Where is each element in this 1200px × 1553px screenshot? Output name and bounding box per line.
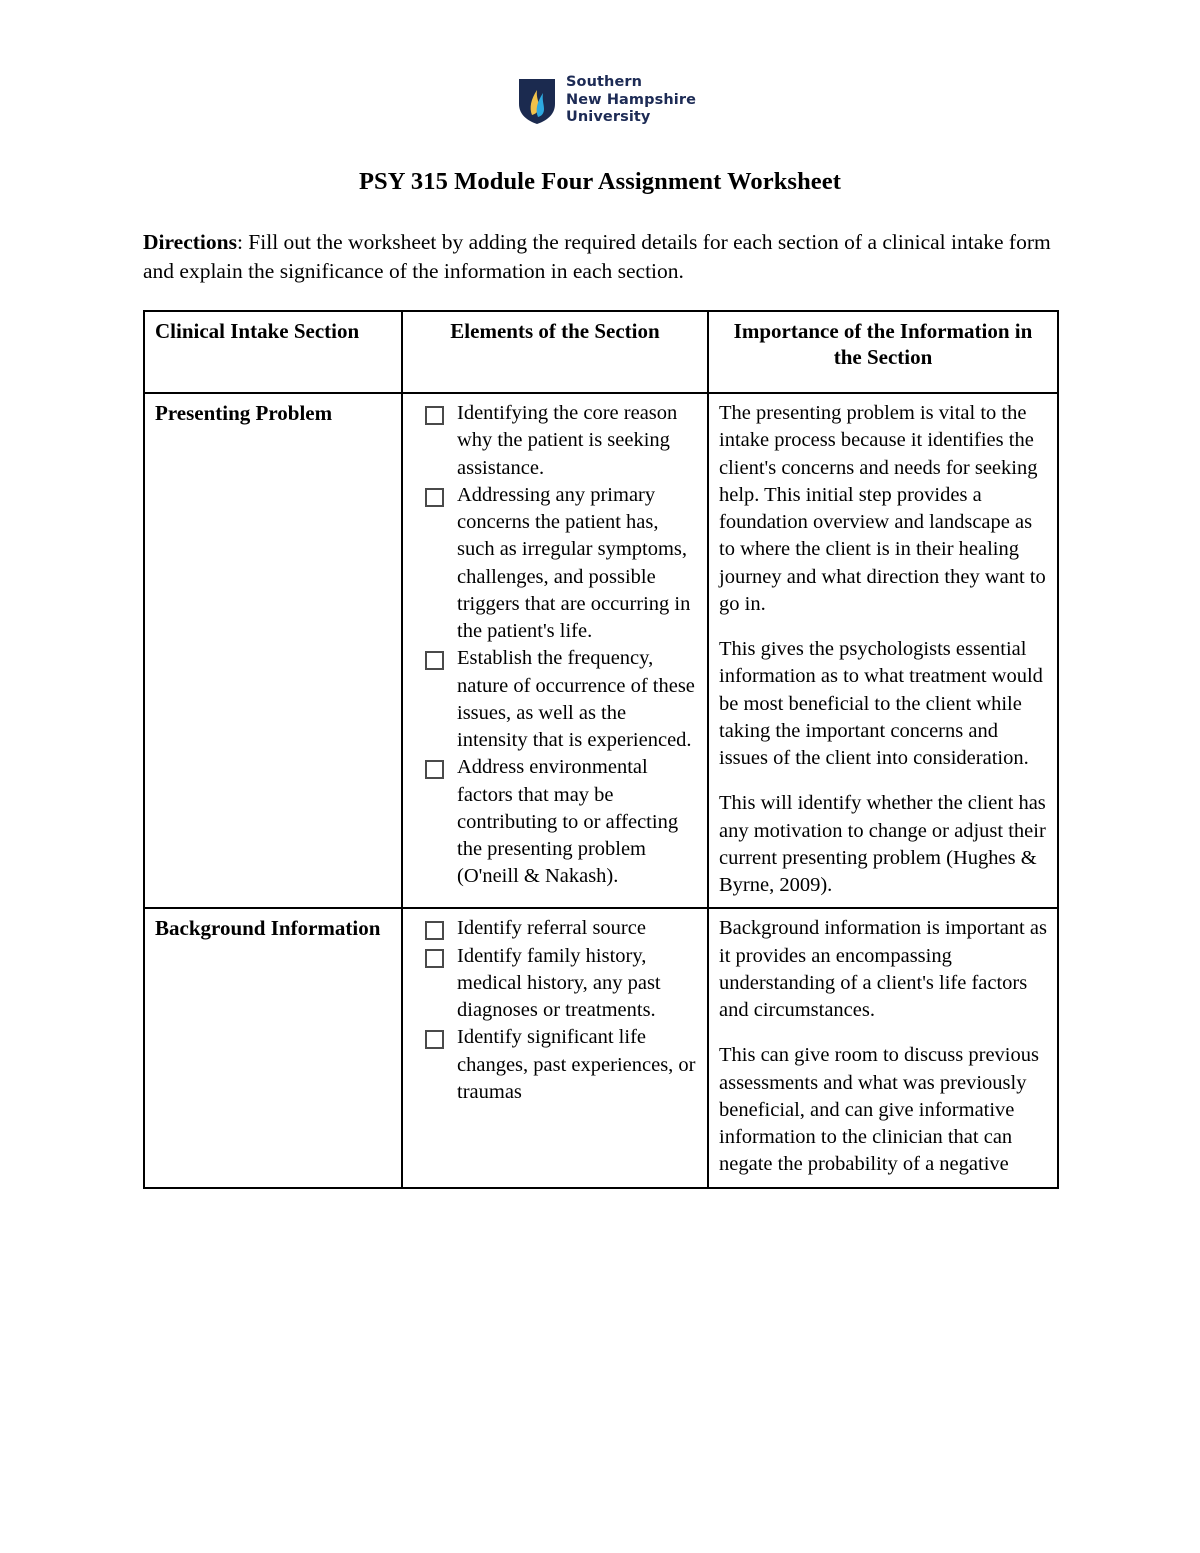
column-header-elements: Elements of the Section [402,311,708,393]
checkbox-icon[interactable] [425,406,444,425]
importance-cell-background-information [708,908,1058,1187]
elements-cell-background-information [402,908,708,1187]
list-item [457,400,697,482]
elements-cell-presenting-problem [402,393,708,908]
directions-text: : Fill out the worksheet by adding the required details for each section of a clinical intake form and explain the significance of the information in each section. [143,230,1051,283]
table-header-row [144,311,1058,393]
logo-line-2: New Hampshire [566,91,697,108]
checkbox-icon[interactable] [425,949,444,968]
logo-line-3: University [566,109,651,126]
importance-paragraph: The presenting problem is vital to the intake process because it identifies the client's concerns and needs for seeking help. This initial step provides a foundation overview and landscape as to where the client is in their healing journey and what direction they want to go in. [719,402,1046,615]
list-item-label: Address environmental factors that may be contributing to or affecting the presenting problem (O'neill & Nakash). [457,756,679,888]
logo-line-1: Southern [566,74,643,90]
list-item [457,915,697,942]
table-row [144,393,1058,908]
list-item-label: Identifying the core reason why the patient is seeking assistance. [457,402,678,479]
section-name-background-information: Background Information [144,908,402,1187]
column-header-clinical-intake-section: Clinical Intake Section [144,311,402,393]
importance-cell-presenting-problem [708,393,1058,908]
checkbox-icon[interactable] [425,1030,444,1049]
list-item-label: Identify referral source [457,917,646,940]
list-item [457,482,697,646]
column-header-importance: Importance of the Information in the Section [708,311,1058,393]
checkbox-icon[interactable] [425,488,444,507]
list-item-label: Identify significant life changes, past experiences, or traumas [457,1026,696,1103]
directions-paragraph [143,228,1058,285]
list-item-label: Addressing any primary concerns the patient has, such as irregular symptoms, challenges, and possible triggers that are occurring in the patient's life. [457,483,691,642]
list-item [457,754,697,890]
checkbox-icon[interactable] [425,921,444,940]
page-title: PSY 315 Module Four Assignment Worksheet [358,168,841,195]
snhu-logo-text [566,74,696,127]
importance-paragraph: This can give room to discuss previous assessments and what was previously beneficial, and can give informative information to the clinician that can negate the probability of a negative [719,1044,1039,1176]
section-name-presenting-problem: Presenting Problem [144,393,402,908]
list-item [457,943,697,1025]
list-item [457,1024,697,1106]
list-item-label: Establish the frequency, nature of occurrence of these issues, as well as the intensity that is experienced. [457,647,695,751]
snhu-logo [518,74,696,127]
list-item [457,645,697,754]
checkbox-icon[interactable] [425,651,444,670]
checkbox-list [413,400,697,891]
table-row [144,908,1058,1187]
list-item-label: Identify family history, medical history, any past diagnoses or treatments. [457,944,661,1021]
checkbox-list [413,915,697,1106]
shield-icon [518,77,556,125]
checkbox-icon[interactable] [425,760,444,779]
importance-paragraph: Background information is important as it provides an encompassing understanding of a client's life factors and circumstances. [719,917,1047,1021]
directions-label: Directions [143,230,237,254]
worksheet-table [143,310,1059,1189]
importance-paragraph: This gives the psychologists essential information as to what treatment would be most beneficial to the client while taking the important concerns and issues of the client into consideration. [719,638,1043,769]
importance-paragraph: This will identify whether the client has any motivation to change or adjust their current presenting problem (Hughes & Byrne, 2009). [719,792,1046,896]
